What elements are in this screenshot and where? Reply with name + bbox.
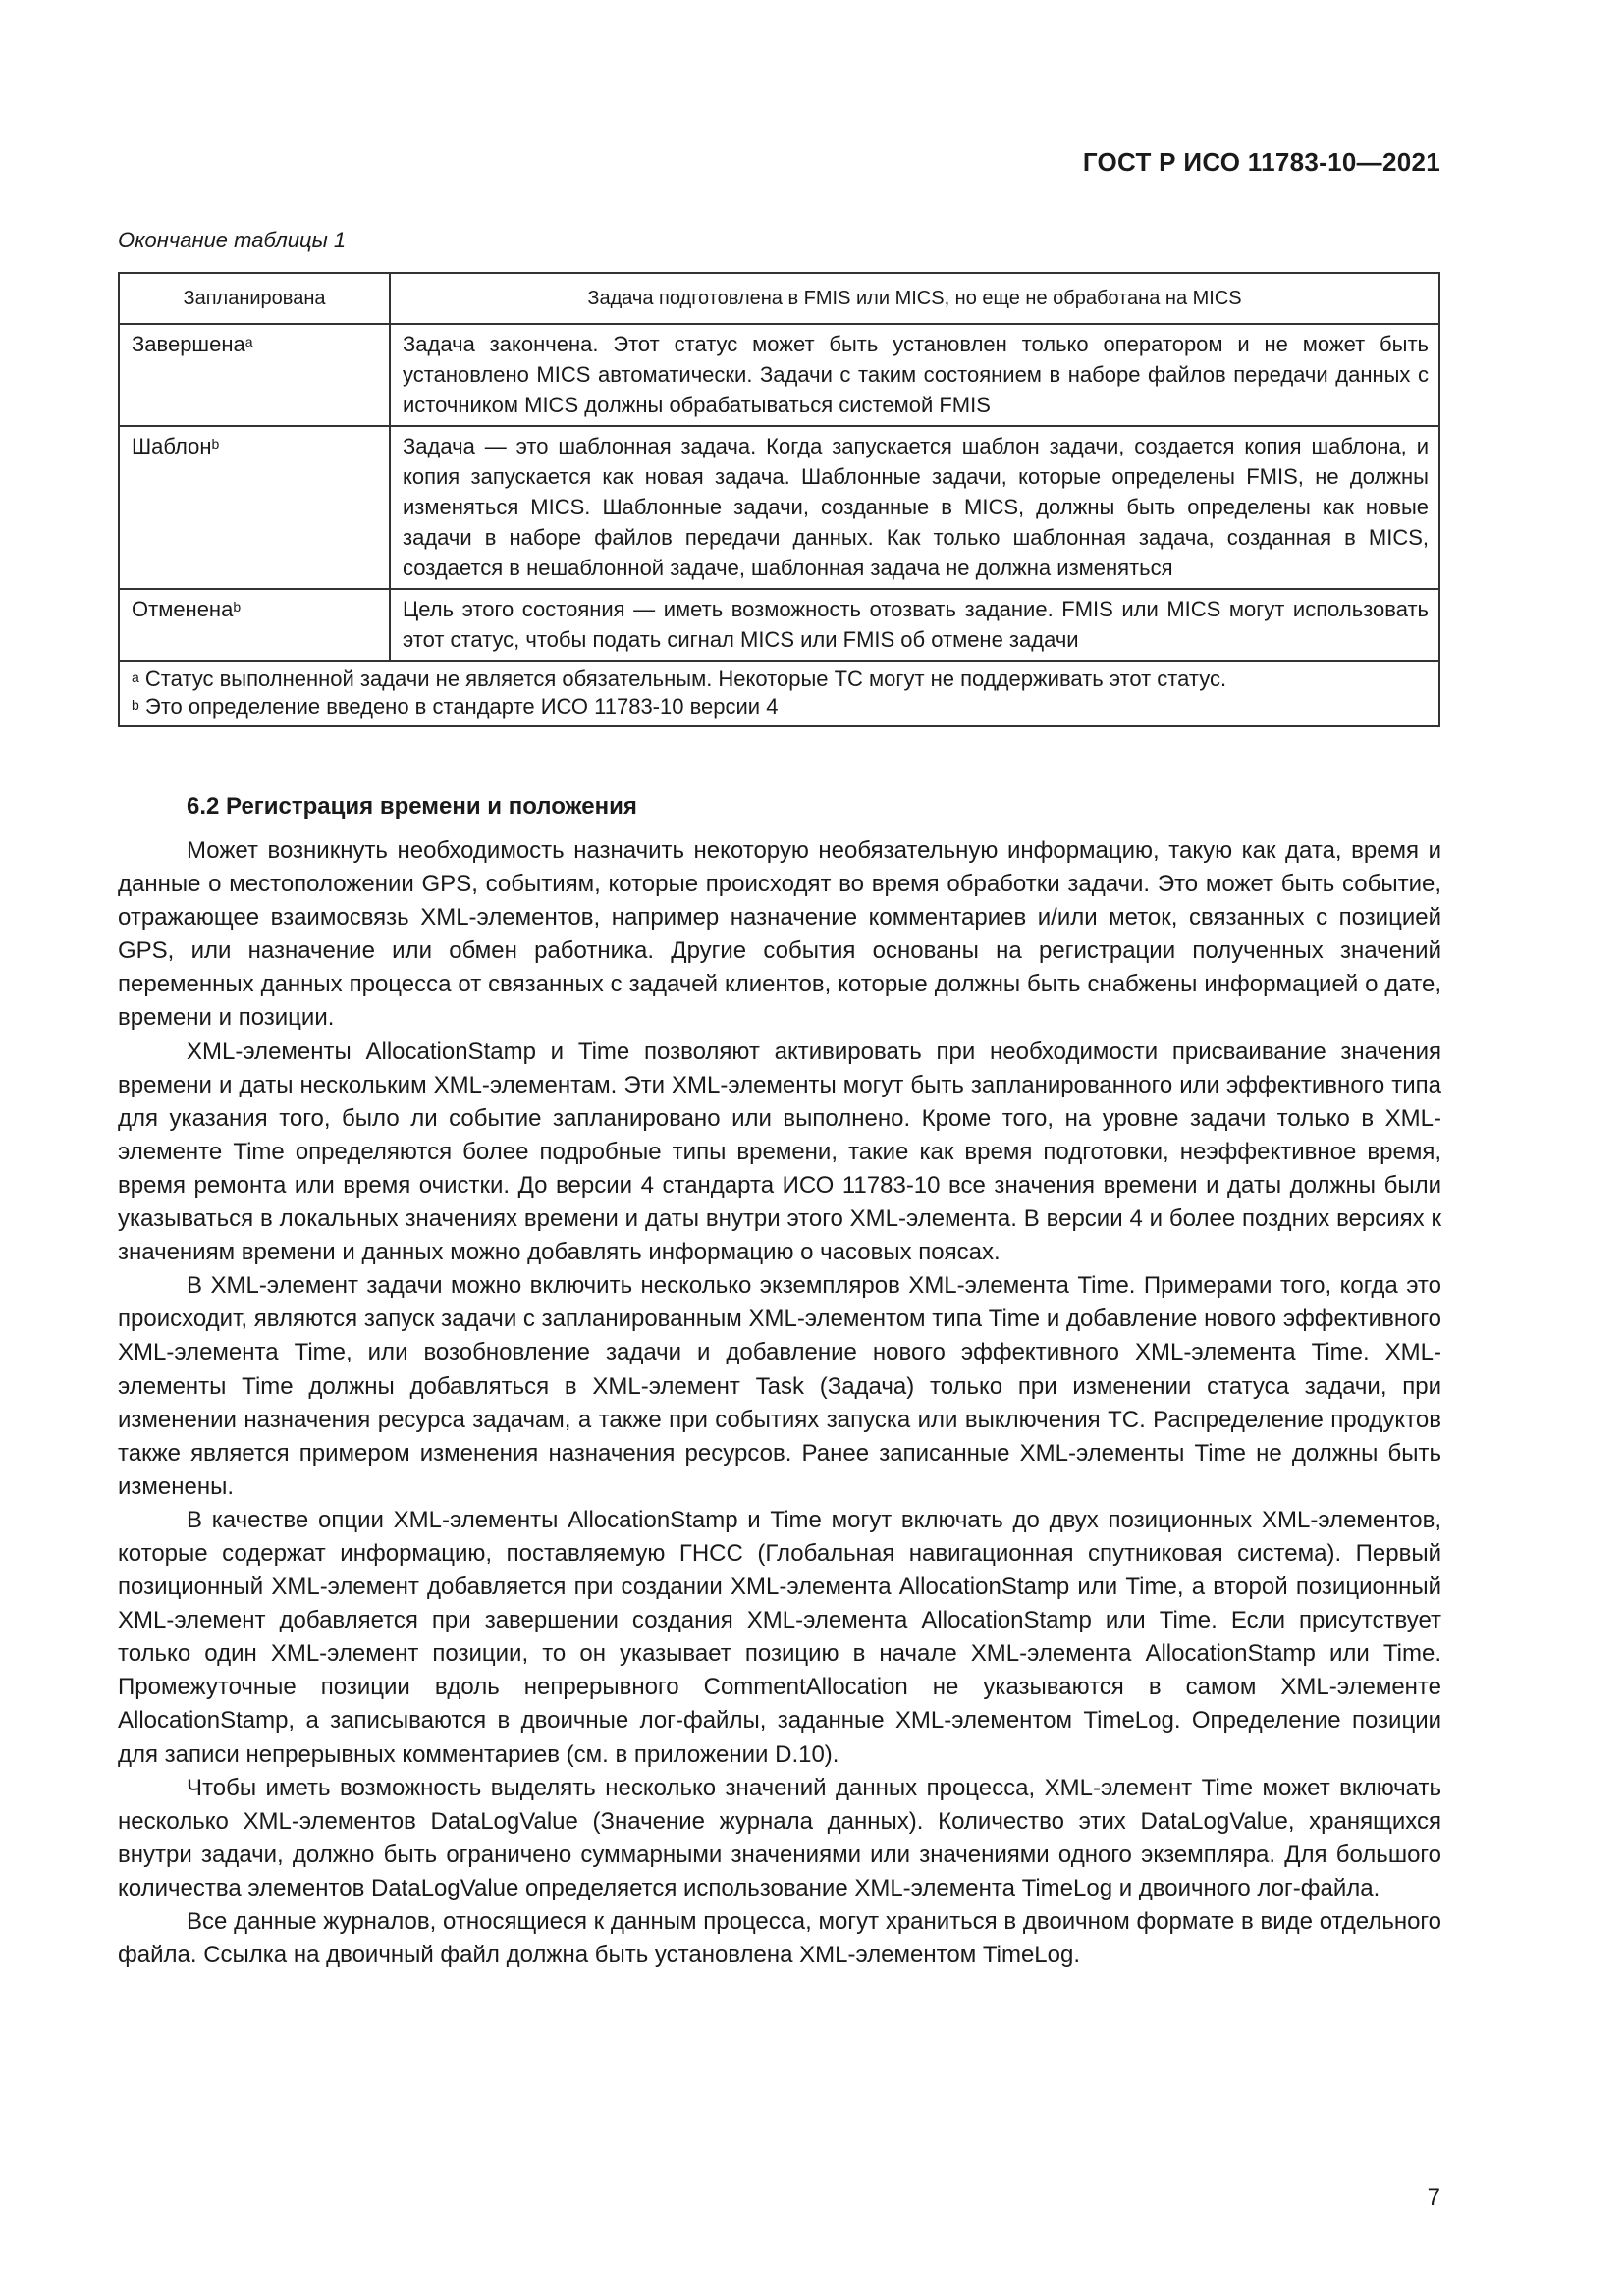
body-paragraph: XML-элементы AllocationStamp и Time позволяют активировать при необходимости присваивание значения времени и даты нескольким XML-элементам. Эти XML-элементы могут быть запланированного или эффективного типа для указания того, было ли событие запланировано или выполнено. Кроме того, на уровне задачи только в XML-элементе Time определяются более подробные типы времени, такие как время подготовки, неэффективное время, время ремонта или время очистки. До версии 4 стандарта ИСО 11783-10 все значения времени и даты должны были указываться в локальных значениях времени и даты внутри этого XML-элемента. В версии 4 и более поздних версиях к значениям времени и данных можно добавлять информацию о часовых поясах. bbox=[118, 1038, 1441, 1266]
section-heading: 6.2 Регистрация времени и положения bbox=[187, 793, 637, 820]
status-name: Отменена bbox=[132, 597, 234, 621]
body-paragraph: Чтобы иметь возможность выделять несколько значений данных процесса, XML-элемент Time может включать несколько XML-элементов DataLogValue (Значение журнала данных). Количество этих DataLogValue, хранящихся внутри задачи, должно быть ограничено суммарными значениями или значениями одного экземпляра. Для большого количества элементов DataLogValue определяется использование XML-элемента TimeLog и двоичного лог-файла. bbox=[118, 1774, 1441, 1901]
table-footnotes bbox=[119, 661, 1439, 726]
table-row bbox=[119, 426, 1439, 589]
table-cell-status-name bbox=[119, 589, 390, 661]
table-row bbox=[119, 273, 1439, 324]
table-footnotes-row bbox=[119, 661, 1439, 726]
footnote-text: Статус выполненной задачи не является обязательным. Некоторые ТС могут не поддерживать этот статус. bbox=[138, 667, 1227, 691]
footnote-mark: b bbox=[233, 599, 242, 614]
table-cell-status-description: Цель этого состояния — иметь возможность отозвать задание. FMIS или MICS могут использовать этот статус, чтобы подать сигнал MICS или FMIS об отмене задачи bbox=[390, 589, 1439, 661]
task-status-table bbox=[118, 272, 1440, 727]
page-number: 7 bbox=[1427, 2184, 1440, 2211]
body-paragraph: Может возникнуть необходимость назначить некоторую необязательную информацию, такую как дата, время и данные о местоположении GPS, событиям, которые происходят во время обработки задачи. Это может быть событие, отражающее взаимосвязь XML-элементов, например назначение комментариев и/или меток, связанных с позицией GPS, или назначение или обмен работника. Другие события основаны на регистрации полученных значений переменных данных процесса от связанных с задачей клиентов, которые должны быть снабжены информацией о дате, времени и позиции. bbox=[118, 837, 1441, 1032]
table-cell-status-name bbox=[119, 324, 390, 426]
footnote-text: Это определение введено в стандарте ИСО 11783-10 версии 4 bbox=[138, 694, 779, 719]
section-body bbox=[118, 834, 1441, 1972]
footnote bbox=[132, 693, 1429, 721]
body-paragraph: В качестве опции XML-элементы AllocationStamp и Time могут включать до двух позиционных XML-элементов, которые содержат информацию, поставляемую ГНСС (Глобальная навигационная спутниковая система). Первый позиционный XML-элемент добавляется при создании XML-элемента AllocationStamp или Time, а второй позиционный XML-элемент добавляется при завершении создания XML-элемента AllocationStamp или Time. Если присутствует только один XML-элемент позиции, то он указывает позицию в начале XML-элемента AllocationStamp или Time. Промежуточные позиции вдоль непрерывного CommentAllocation не указываются в самом XML-элементе AllocationStamp, а записываются в двоичные лог-файлы, заданные XML-элементом TimeLog. Определение позиции для записи непрерывных комментариев (см. в приложении D.10). bbox=[118, 1506, 1441, 1768]
body-paragraph: Все данные журналов, относящиеся к данным процесса, могут храниться в двоичном формате в виде отдельного файла. Ссылка на двоичный файл должна быть установлена XML-элементом TimeLog. bbox=[118, 1908, 1441, 1969]
footnote-mark: b bbox=[211, 436, 220, 452]
footnote-mark: a bbox=[244, 334, 253, 349]
table-cell-status-name: Запланирована bbox=[119, 273, 390, 324]
table-row bbox=[119, 324, 1439, 426]
table-cell-status-description: Задача подготовлена в FMIS или MICS, но еще не обработана на MICS bbox=[390, 273, 1439, 324]
footnote-mark: a bbox=[132, 669, 139, 685]
status-name: Шаблон bbox=[132, 434, 212, 458]
table-cell-status-name bbox=[119, 426, 390, 589]
table-cell-status-description: Задача — это шаблонная задача. Когда запускается шаблон задачи, создается копия шаблона, и копия запускается как новая задача. Шаблонные задачи, которые определены FMIS, не должны изменяться MICS. Шаблонные задачи, созданные в MICS, должны быть определены как новые задачи в наборе файлов передачи данных. Как только шаблонная задача, созданная в MICS, создается в нешаблонной задаче, шаблонная задача не должна изменяться bbox=[390, 426, 1439, 589]
body-paragraph: В XML-элемент задачи можно включить несколько экземпляров XML-элемента Time. Примерами того, когда это происходит, являются запуск задачи с запланированным XML-элементом типа Time и добавление нового эффективного XML-элемента Time, или возобновление задачи и добавление нового эффективного XML-элемента Time. XML-элементы Time должны добавляться в XML-элемент Task (Задача) только при изменении статуса задачи, при изменении назначения ресурса задачам, а также при событиях запуска или выключения ТС. Распределение продуктов также является примером изменения назначения ресурсов. Ранее записанные XML-элементы Time не должны быть изменены. bbox=[118, 1272, 1441, 1500]
footnote bbox=[132, 666, 1429, 693]
table-caption: Окончание таблицы 1 bbox=[118, 228, 347, 252]
status-name: Завершена bbox=[132, 332, 245, 356]
footnote-mark: b bbox=[132, 697, 139, 713]
table-row bbox=[119, 589, 1439, 661]
document-header-standard-id: ГОСТ Р ИСО 11783-10—2021 bbox=[1082, 147, 1440, 177]
table-cell-status-description: Задача закончена. Этот статус может быть установлен только оператором и не может быть установлено MICS автоматически. Задачи с таким состоянием в наборе файлов передачи данных с источником MICS должны обрабатываться системой FMIS bbox=[390, 324, 1439, 426]
